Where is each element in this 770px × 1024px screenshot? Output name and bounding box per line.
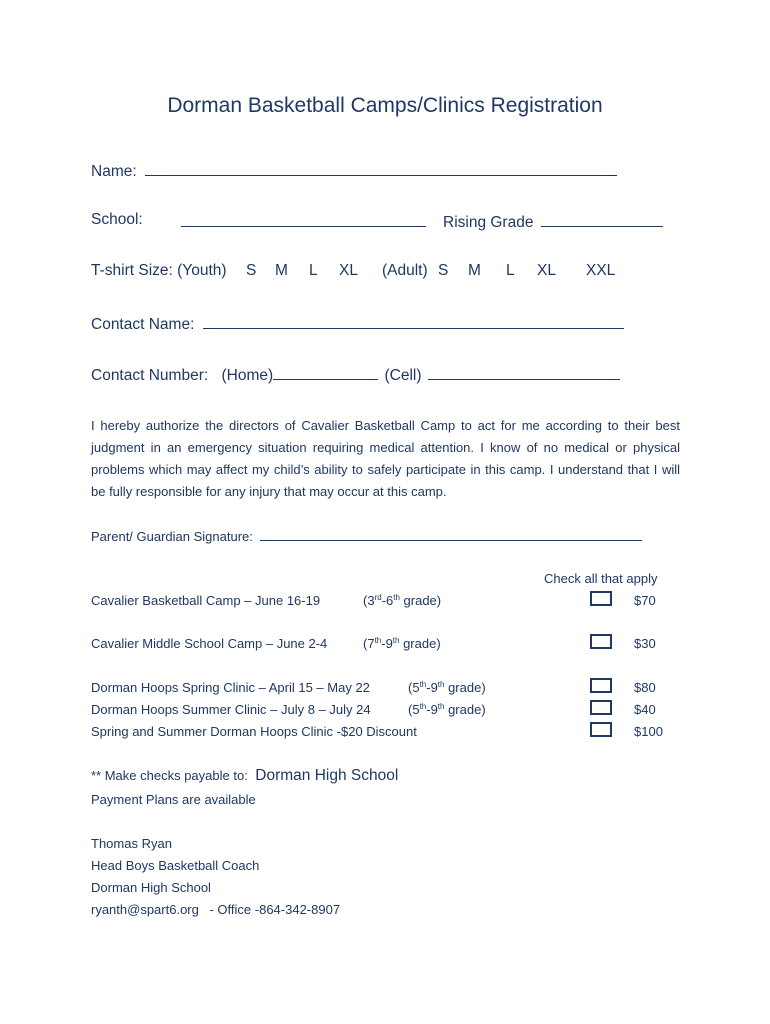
coach-school: Dorman High School <box>91 880 211 895</box>
signature-row <box>91 527 642 544</box>
payment-plans: Payment Plans are available <box>91 792 256 807</box>
youth-size-xl[interactable]: XL <box>339 262 358 279</box>
camp-checkbox[interactable] <box>590 722 612 737</box>
camp-name: Spring and Summer Dorman Hoops Clinic -$20 Discount <box>91 724 417 739</box>
camp-name: Cavalier Middle School Camp – June 2-4 <box>91 636 328 651</box>
camp-price: $100 <box>634 724 663 739</box>
home-label: (Home) <box>221 367 274 384</box>
adult-size-xl[interactable]: XL <box>537 262 556 279</box>
coach-contact-row <box>91 902 340 917</box>
camp-grade: (3rd-6th grade) <box>363 593 442 608</box>
camp-name: Dorman Hoops Summer Clinic – July 8 – July 24 <box>91 702 371 717</box>
coach-email[interactable]: ryanth@spart6.org <box>91 902 199 917</box>
camp-name: Cavalier Basketball Camp – June 16-19 <box>91 593 321 608</box>
camp-checkbox[interactable] <box>590 678 612 693</box>
checks-payable-row <box>91 767 398 785</box>
home-phone-field[interactable] <box>273 364 378 380</box>
signature-label: Parent/ Guardian Signature: <box>91 529 253 544</box>
adult-size-l[interactable]: L <box>506 262 515 279</box>
rising-grade-field[interactable] <box>541 211 663 227</box>
youth-size-m[interactable]: M <box>275 262 288 279</box>
authorization-text: I hereby authorize the directors of Cavalier Basketball Camp to act for me according to their best judgment in an emergency situation requiring medical attention. I know of no medical or physical problems which may affect my child’s ability to safely participate in this camp. I understand that I will be fully responsible for any injury that may occur at this camp. <box>91 418 680 499</box>
rising-grade-row <box>443 211 663 232</box>
camp-checkbox[interactable] <box>590 634 612 649</box>
contact-name-row <box>91 313 624 334</box>
school-field[interactable] <box>181 211 426 227</box>
checks-label: ** Make checks payable to: <box>91 768 248 783</box>
camp-checkbox[interactable] <box>590 700 612 715</box>
camp-grade: (5th-9th grade) <box>408 680 486 695</box>
camp-price: $30 <box>634 636 656 651</box>
contact-number-label: Contact Number: <box>91 367 209 384</box>
name-field[interactable] <box>145 160 617 176</box>
name-row <box>91 160 617 181</box>
youth-size-s[interactable]: S <box>246 262 257 279</box>
adult-size-m[interactable]: M <box>468 262 481 279</box>
signature-field[interactable] <box>260 527 642 541</box>
tshirt-label: T-shirt Size: (Youth) <box>91 262 227 279</box>
coach-title: Head Boys Basketball Coach <box>91 858 260 873</box>
adult-size-xxl[interactable]: XXL <box>586 262 616 279</box>
contact-number-row <box>91 364 620 385</box>
camp-checkbox[interactable] <box>590 591 612 606</box>
page-title: Dorman Basketball Camps/Clinics Registration <box>167 94 603 117</box>
contact-name-field[interactable] <box>203 313 624 329</box>
rising-grade-label: Rising Grade <box>443 214 534 231</box>
payee: Dorman High School <box>255 767 399 784</box>
youth-size-l[interactable]: L <box>309 262 318 279</box>
coach-office-phone: - Office -864-342-8907 <box>209 902 341 917</box>
camp-price: $70 <box>634 593 656 608</box>
camp-grade: (5th-9th grade) <box>408 702 486 717</box>
name-label: Name: <box>91 163 137 180</box>
check-header: Check all that apply <box>544 571 658 586</box>
contact-name-label: Contact Name: <box>91 316 195 333</box>
camp-price: $40 <box>634 702 656 717</box>
adult-label: (Adult) <box>382 262 428 279</box>
cell-phone-field[interactable] <box>428 364 620 380</box>
adult-size-s[interactable]: S <box>438 262 449 279</box>
camp-grade: (7th-9th grade) <box>363 636 441 651</box>
camp-name: Dorman Hoops Spring Clinic – April 15 – May 22 <box>91 680 370 695</box>
camp-price: $80 <box>634 680 656 695</box>
coach-name: Thomas Ryan <box>91 836 172 851</box>
cell-label: (Cell) <box>384 367 422 384</box>
school-label: School: <box>91 211 143 228</box>
